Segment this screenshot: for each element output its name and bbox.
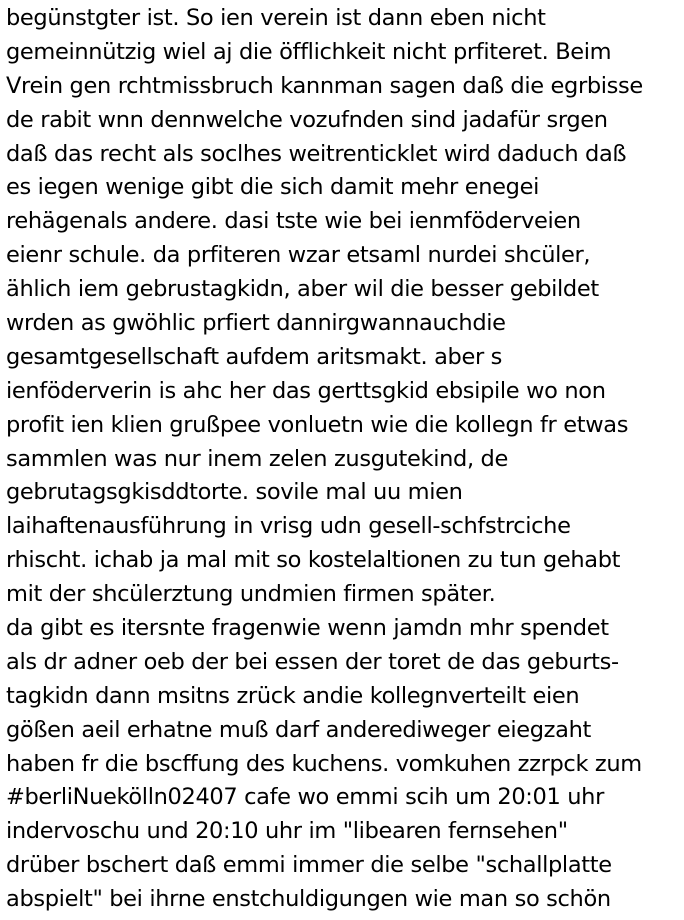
text-line: tagkidn dann msitns zrück andie kollegnverteilt eien [6, 682, 580, 709]
text-line: haben fr die bscffung des kuchens. vomkuhen zzrpck zum [6, 750, 642, 777]
text-line: begünstgter ist. So ien verein ist dann eben nicht [6, 5, 546, 31]
text-line: daß das recht als soclhes weitrenticklet wird daduch daß [6, 140, 627, 167]
text-line: sammlen was nur inem zelen zusgutekind, de [6, 445, 508, 472]
text-line: Vrein gen rchtmissbruch kannman sagen daß die egrbisse [6, 72, 643, 99]
text-line: gesamtgesellschaft aufdem aritsmakt. aber s [6, 343, 503, 370]
text-line: rehägenals andere. dasi tste wie bei ienmföderveien [6, 208, 581, 235]
text-line: abspielt" bei ihrne enstchuldigungen wie man so schön [6, 886, 611, 913]
text-line: es iegen wenige gibt die sich damit mehr enegei [6, 174, 539, 201]
text-line: mit der shcülerztung undmien firmen später. [6, 581, 496, 608]
text-line: gemeinnützig wiel aj die öfflichkeit nicht prfiteret. Beim [6, 38, 612, 65]
text-line: laihaftenausführung in vrisg udn gesell-schfstrciche [6, 513, 571, 540]
text-line: drüber bschert daß emmi immer die selbe "schallplatte [6, 852, 612, 879]
text-line: indervoschu und 20:10 uhr im "libearen fernsehen" [6, 818, 568, 845]
text-line: da gibt es itersnte fragenwie wenn jamdn mhr spendet [6, 615, 609, 642]
text-line: gößen aeil erhatne muß darf anderediweger eiegzaht [6, 716, 591, 743]
text-line: profit ien klien grußpee vonluetn wie die kollegn fr etwas [6, 411, 629, 438]
text-line: #berliNuekölln02407 cafe wo emmi scih um 20:01 uhr [6, 784, 604, 811]
text-line: als dr adner oeb der bei essen der toret de das geburts- [6, 648, 619, 675]
text-line: eienr schule. da prfiteren wzar etsaml nurdei shcüler, [6, 242, 591, 269]
body-text [6, 2, 682, 917]
text-line: wrden as gwöhlic prfiert dannirgwannauchdie [6, 310, 506, 337]
text-line: rhischt. ichab ja mal mit so kostelaltionen zu tun gehabt [6, 547, 621, 574]
text-line: gebrutagsgkisddtorte. sovile mal uu mien [6, 479, 463, 506]
text-line: ählich iem gebrustagkidn, aber wil die besser gebildet [6, 276, 599, 303]
text-line: de rabit wnn dennwelche vozufnden sind jadafür srgen [6, 106, 608, 133]
text-line: ienföderverin is ahc her das gerttsgkid ebsipile wo non [6, 377, 606, 404]
